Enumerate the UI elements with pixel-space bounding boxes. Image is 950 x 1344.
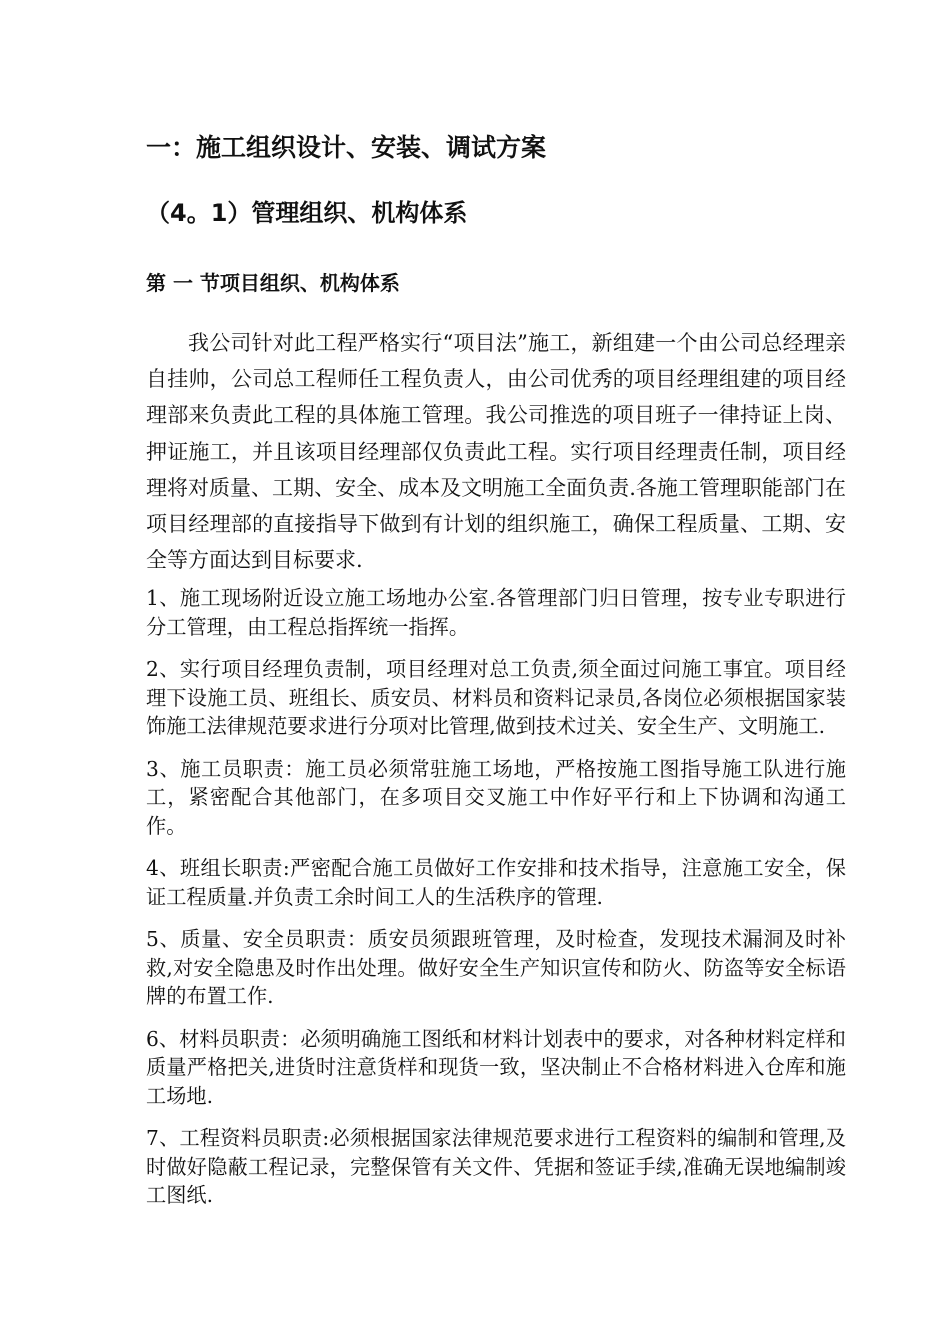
list-item: 5、质量、安全员职责：质安员须跟班管理，及时检查，发现技术漏洞及时补救,对安全隐患及时作出处理。做好安全生产知识宣传和防火、防盗等安全标语牌的布置工作.	[146, 927, 846, 1008]
list-item: 1、施工现场附近设立施工场地办公室.各管理部门归日管理，按专业专职进行分工管理，由工程总指挥统一指挥。	[146, 586, 846, 639]
intro-paragraph: 我公司针对此工程严格实行“项目法”施工，新组建一个由公司总经理亲自挂帅，公司总工程师任工程负责人，由公司优秀的项目经理组建的项目经理部来负责此工程的具体施工管理。我公司推选的项目班子一律持证上岗、押证施工，并且该项目经理部仅负责此工程。实行项目经理责任制，项目经理将对质量、工期、安全、成本及文明施工全面负责.各施工管理职能部门在项目经理部的直接指导下做到有计划的组织施工，确保工程质量、工期、安全等方面达到目标要求.	[146, 331, 846, 573]
list-item: 6、材料员职责：必须明确施工图纸和材料计划表中的要求，对各种材料定样和质量严格把关,进货时注意货样和现货一致，坚决制止不合格材料进入仓库和施工场地.	[146, 1026, 846, 1108]
list-item: 4、班组长职责:严密配合施工员做好工作安排和技术指导，注意施工安全，保证工程质量.并负责工余时间工人的生活秩序的管理.	[146, 856, 846, 909]
section-heading: （4。1）管理组织、机构体系	[146, 199, 468, 227]
list-item: 7、工程资料员职责:必须根据国家法律规范要求进行工程资料的编制和管理,及时做好隐蔽工程记录，完整保管有关文件、凭据和签证手续,准确无误地编制竣工图纸.	[146, 1126, 846, 1207]
subsection-heading: 第 一 节项目组织、机构体系	[146, 271, 400, 295]
list-item: 2、实行项目经理负责制，项目经理对总工负责,须全面过问施工事宜。项目经理下设施工员、班组长、质安员、材料员和资料记录员,各岗位必须根据国家装饰施工法律规范要求进行分项对比管理,做到技术过关、安全生产、文明施工.	[146, 657, 846, 738]
list-item: 3、施工员职责：施工员必须常驻施工场地，严格按施工图指导施工队进行施工，紧密配合其他部门，在多项目交叉施工中作好平行和上下协调和沟通工作。	[146, 756, 846, 838]
duty-list	[146, 584, 846, 1224]
chapter-heading: 一：施工组织设计、安装、调试方案	[146, 133, 547, 162]
